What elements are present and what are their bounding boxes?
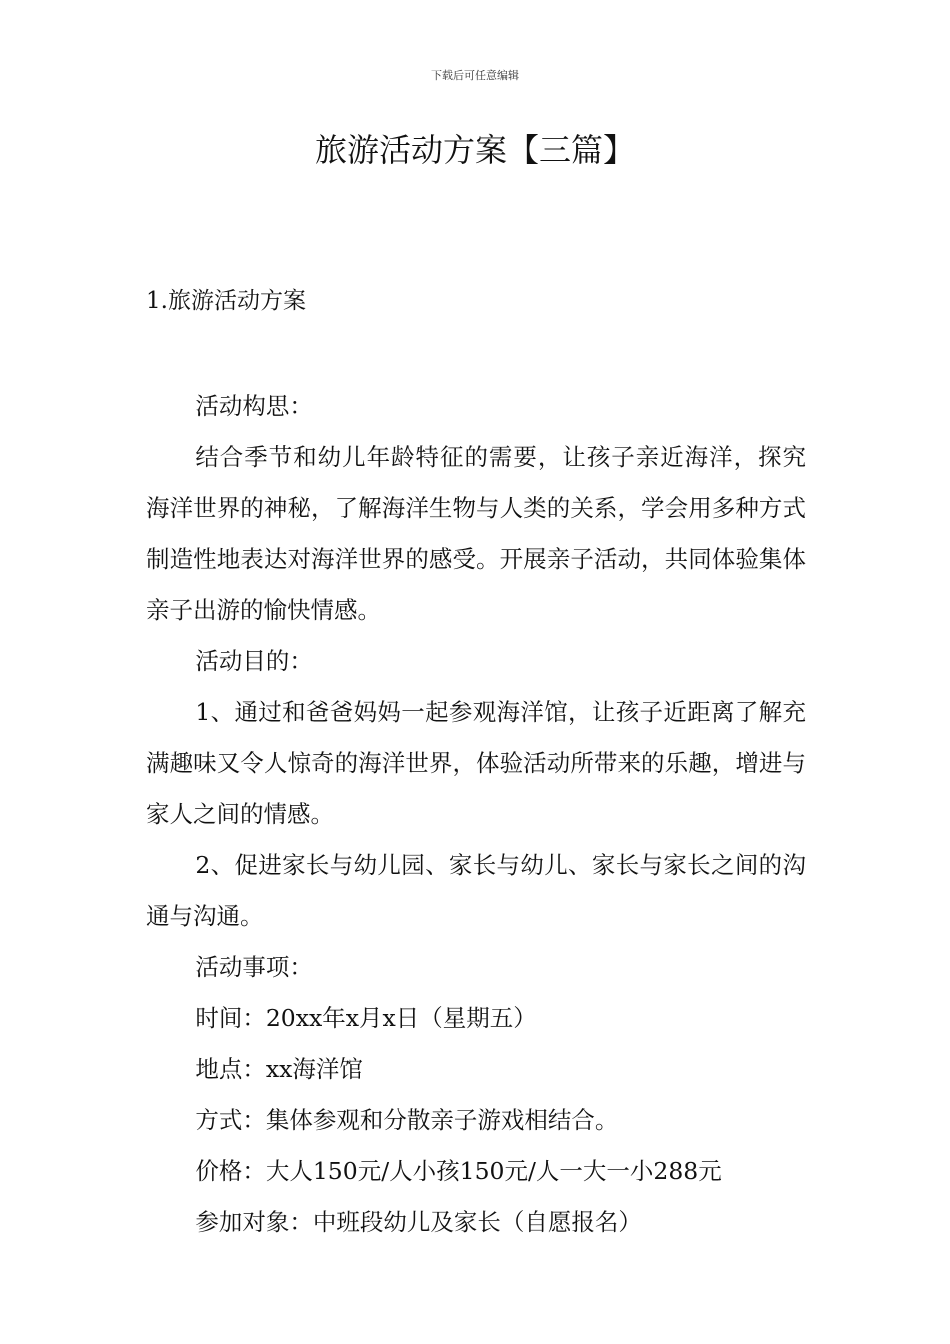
paragraph-activity-purpose-label: 活动目的： bbox=[195, 647, 313, 675]
paragraph-location: 地点：xx海洋馆 bbox=[195, 1055, 363, 1083]
document-body bbox=[146, 381, 806, 1248]
paragraph-activity-items-label: 活动事项： bbox=[195, 953, 313, 981]
paragraph-activity-concept-label: 活动构思： bbox=[195, 392, 313, 420]
paragraph-participants: 参加对象：中班段幼儿及家长（自愿报名） bbox=[195, 1208, 642, 1236]
paragraph-purpose-item-2: 2、促进家长与幼儿园、家长与幼儿、家长与家长之间的沟通与沟通。 bbox=[146, 851, 806, 930]
header-note: 下载后可任意编辑 bbox=[431, 69, 519, 82]
paragraph-time: 时间：20xx年x月x日（星期五） bbox=[195, 1004, 537, 1032]
paragraph-activity-concept: 结合季节和幼儿年龄特征的需要，让孩子亲近海洋，探究海洋世界的神秘，了解海洋生物与人类的关系，学会用多种方式制造性地表达对海洋世界的感受。开展亲子活动，共同体验集体亲子出游的愉快情感。 bbox=[146, 443, 806, 624]
paragraph-method: 方式：集体参观和分散亲子游戏相结合。 bbox=[195, 1106, 619, 1134]
document-title: 旅游活动方案【三篇】 bbox=[314, 131, 635, 169]
paragraph-purpose-item-1: 1、通过和爸爸妈妈一起参观海洋馆，让孩子近距离了解充满趣味又令人惊奇的海洋世界，体验活动所带来的乐趣，增进与家人之间的情感。 bbox=[146, 698, 806, 828]
section-heading: 1.旅游活动方案 bbox=[146, 288, 306, 314]
paragraph-price: 价格：大人150元/人小孩150元/人一大一小288元 bbox=[195, 1157, 722, 1185]
